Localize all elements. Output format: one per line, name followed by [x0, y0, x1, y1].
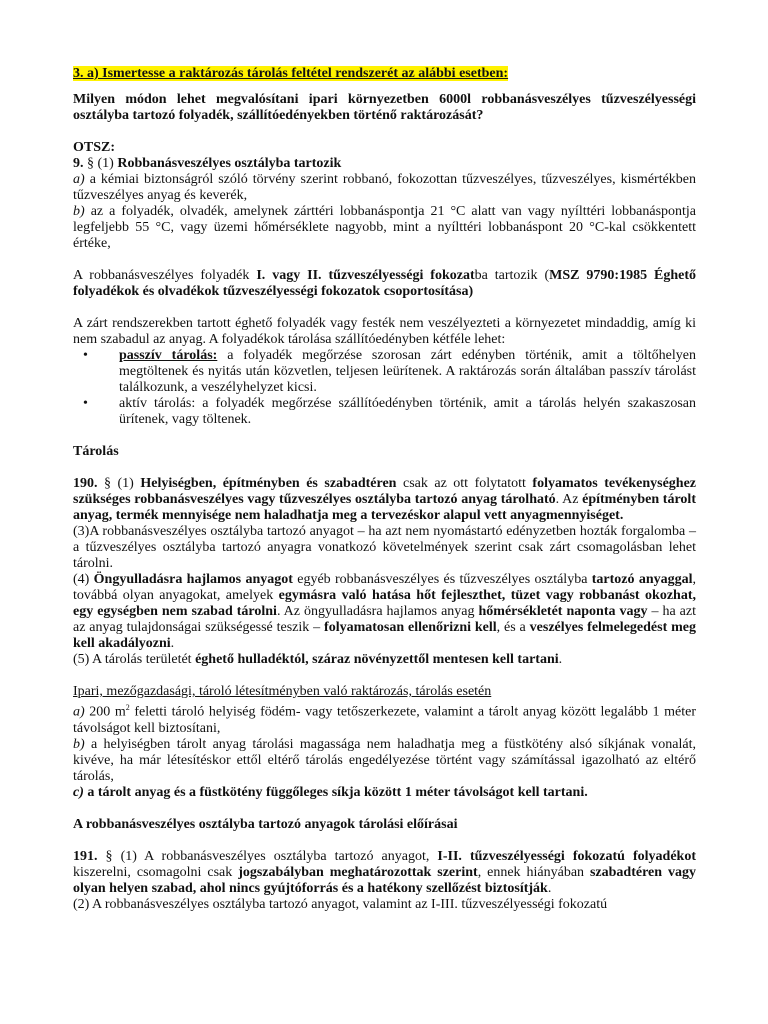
eloirasok-title: A robbanásveszélyes osztályba tartozó anyagok tárolási előírásai [73, 816, 458, 832]
storage-type-list [73, 348, 696, 428]
ipari-point-a: a) 200 $m^2$ feletti tároló helyiség födém- vagy tetőszerkezete, valamint a tárolt anyag között legalább 1 méter távolságot kell biztosítani, [73, 703, 696, 736]
question: Milyen módon lehet megvalósítani ipari környezetben 6000l robbanásveszélyes tűzveszélyességi osztályba tartozó folyadék, szállítóedényekben történő raktározását? [73, 92, 696, 123]
zart-paragraph: A zárt rendszerekben tartott éghető folyadék vagy festék nem veszélyezteti a környezetet mindaddig, amíg ki nem szabadul az anyag. A folyadékok tárolása szállítóedényben kétféle lehet: [73, 316, 696, 347]
ipari-title: Ipari, mezőgazdasági, tároló létesítményben való raktározás, tárolás esetén [73, 684, 492, 699]
fokozat-paragraph: A robbanásveszélyes folyadék I. vagy II. tűzveszélyességi fokozatba tartozik (MSZ 9790:1985 Éghető folyadékok és olvadékok tűzveszélyességi fokozatok csoportosítása) [73, 268, 697, 299]
list-item-aktiv: • aktív tárolás: a folyadék megőrzése szállítóedényben történik, amit a tárolás helyén szakaszosan ürítenek, vagy töltenek. [119, 396, 696, 428]
list-item-passziv: • passzív tárolás: a folyadék megőrzése szorosan zárt edényben történik, amit a töltőhelyen megtöltenek és nyitás után közvetlen, teljesen leürítenek. A raktározás során általában passzív tárolást találkozunk, a veszélyhelyzet kicsi. [119, 348, 696, 396]
section-heading: 3. a) Ismertesse a raktározás tárolás feltétel rendszerét az alábbi esetben: [73, 66, 509, 81]
s191-paragraph-1: 191. § (1) A robbanásveszélyes osztályba tartozó anyagot, I-II. tűzveszélyességi fokozatú folyadékot kiszerelni, csomagolni csak jogszabályban meghatározottak szerint, ennek hiányában szabadtéren vagy olyan helyen szabad, ahol nincs gyújtóforrás és a hatékony szellőzést biztosítják. [73, 848, 697, 896]
s190-paragraph-3: (3)A robbanásveszélyes osztályba tartozó anyagot – ha azt nem nyomástartó edényzetben hozták forgalomba – a tűzveszélyes osztályba tartozó anyagra vonatkozó követelmények szerint csak zárt csomagolásban lehet tárolni. [73, 524, 696, 571]
s190-paragraph-1: 190. § (1) Helyiségben, építményben és szabadtéren csak az ott folytatott folyamatos tevékenységhez szükséges robbanásveszélyes vagy tűzveszélyes osztályba tartozó anyag tárolható. Az építményben tárolt anyag, termék mennyisége nem haladhatja meg a tervezéskor alapul vett anyagmennyiséget. [73, 476, 697, 523]
tarolas-title: Tárolás [73, 444, 119, 459]
otsz-9-point-b: b) az a folyadék, olvadék, amelynek zárttéri lobbanáspontja 21 °C alatt van vagy nyílttéri lobbanáspontja legfeljebb 55 °C, vagy üzemi hőmérséklete nagyobb, mint a nyílttéri lobbanáspont 20 °C-kal csökkentett értéke, [73, 204, 697, 251]
ipari-point-b: b) a helyiségben tárolt anyag tárolási magassága nem haladhatja meg a füstkötény alsó síkjának vonalát, kivéve, ha már létesítéskor ettől eltérő tárolás engedélyezése történt vagy számítással igazolható az eltérő tárolás, [73, 736, 696, 784]
s191-paragraph-2: (2) A robbanásveszélyes osztályba tartozó anyagot, valamint az I-III. tűzveszélyességi fokozatú [73, 896, 608, 912]
s190-paragraph-4: (4) Öngyulladásra hajlamos anyagot egyéb robbanásveszélyes és tűzveszélyes osztályba tartozó anyaggal, továbbá olyan anyagokat, amelyek egymásra való hatása hőt fejleszthet, tüzet vagy robbanást okozhat, egy egységben nem szabad tárolni. Az öngyulladásra hajlamos anyag hőmérsékletét naponta vagy – ha azt az anyag tulajdonságai szükségessé teszik – folyamatosan ellenőrizni kell, és a veszélyes felmelegedést meg kell akadályozni. [73, 572, 697, 651]
ipari-point-c: c) a tárolt anyag és a füstkötény függőleges síkja között 1 méter távolságot kell tartani. [73, 784, 588, 800]
s190-paragraph-5: (5) A tárolás területét éghető hulladéktól, száraz növényzettől mentesen kell tartani. [73, 652, 563, 667]
otsz-9-point-a: a) a kémiai biztonságról szóló törvény szerint robbanó, fokozottan tűzveszélyes, tűzveszélyes, kismértékben tűzveszélyes anyag és keverék, [73, 172, 697, 203]
otsz-9-heading: 9. § (1) Robbanásveszélyes osztályba tartozik [73, 156, 342, 171]
otsz-title: OTSZ: [73, 140, 116, 155]
